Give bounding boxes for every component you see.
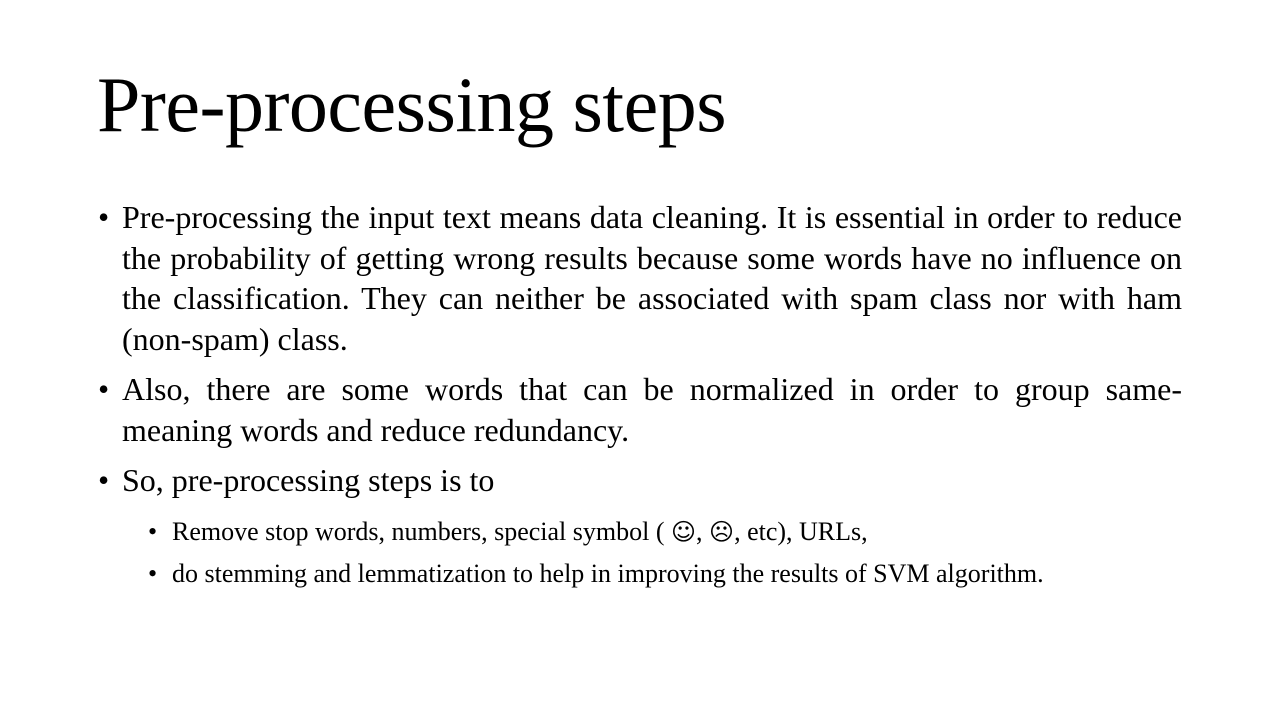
frown-icon: ☹	[709, 517, 735, 546]
bullet-text-2: Also, there are some words that can be normalized in order to group same-meaning words and reduce redundancy.	[122, 371, 1182, 448]
bullet-icon: •	[148, 516, 158, 546]
sub-bullet-item-1	[148, 515, 1182, 549]
bullet-item-3	[98, 460, 1182, 501]
bullet-icon: •	[98, 462, 110, 498]
slide-title: Pre-processing steps	[97, 61, 727, 148]
sub-bullet-text-before: Remove stop words, numbers, special symbol (	[172, 516, 671, 546]
sub-bullet-item-2	[148, 557, 1182, 590]
slide-body	[98, 197, 1182, 598]
sub-bullet-text-2: do stemming and lemmatization to help in improving the results of SVM algorithm.	[172, 558, 1044, 588]
bullet-icon: •	[148, 558, 158, 588]
smile-icon: ☺	[671, 517, 697, 546]
bullet-item-1	[98, 197, 1182, 359]
bullet-text-3: So, pre-processing steps is to	[122, 462, 495, 498]
bullet-icon: •	[98, 371, 110, 407]
bullet-text-1: Pre-processing the input text means data cleaning. It is essential in order to reduce the probability of getting wrong results because some words have no influence on the classification. They can neither be associated with spam class nor with ham (non-spam) class.	[122, 199, 1182, 357]
bullet-item-2	[98, 369, 1182, 450]
sub-bullet-text-after: , etc), URLs,	[734, 516, 868, 546]
bullet-icon: •	[98, 199, 110, 235]
sub-bullet-separator: ,	[696, 516, 710, 546]
